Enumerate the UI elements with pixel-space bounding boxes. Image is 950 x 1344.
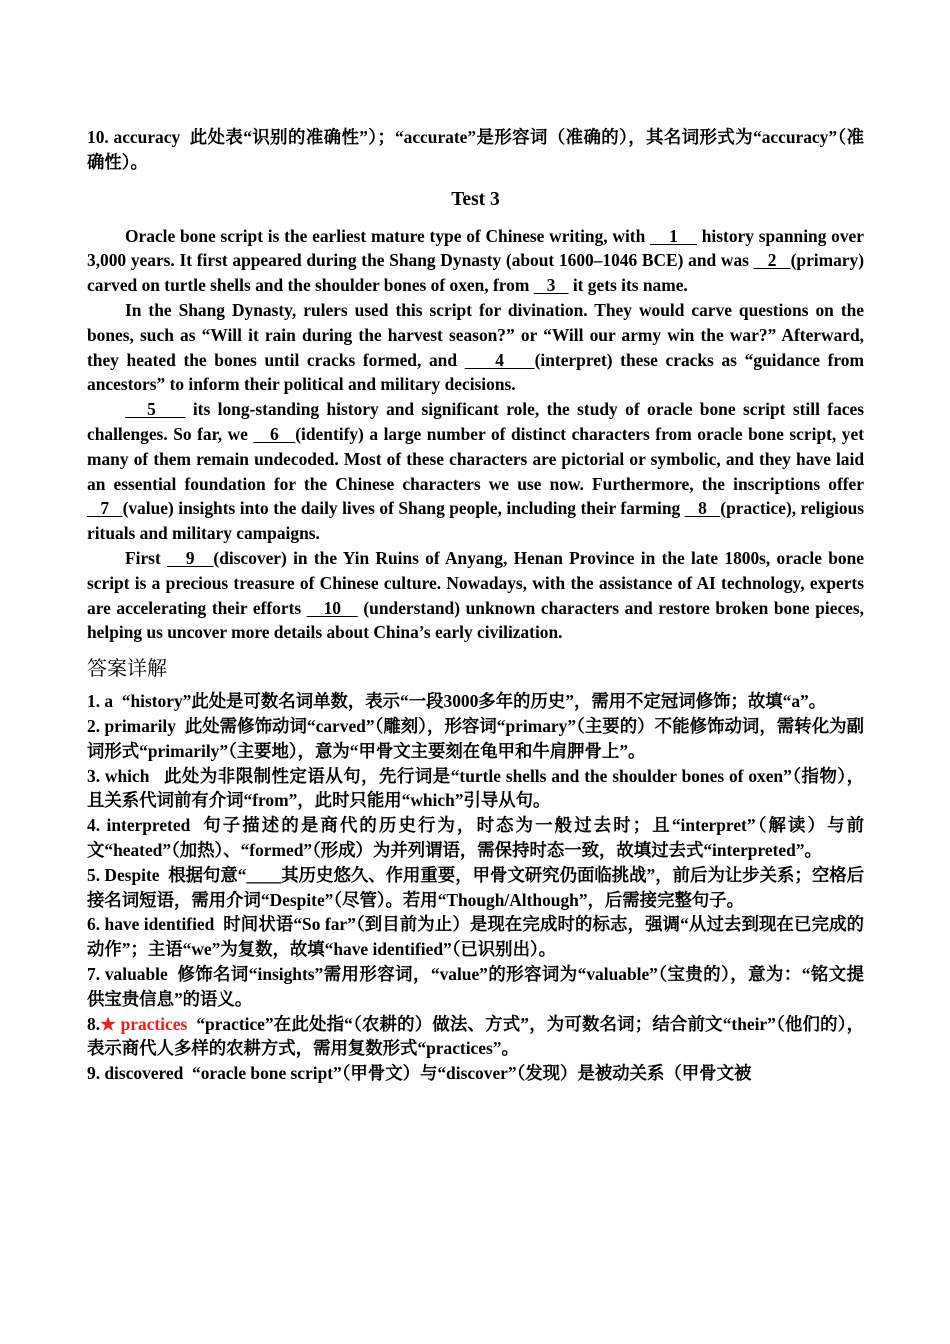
blank-2: 2 — [753, 250, 791, 271]
answer-lead: 3. which — [87, 765, 150, 786]
answer-lead: 10. accuracy — [87, 127, 181, 147]
answer-explanation: “practice”在此处指“（农耕的）做法、方式”，为可数名词；结合前文“their”（他们的），表示商代人多样的农耕方式，需用复数形式“practices”。 — [87, 1013, 864, 1059]
passage-text: (discover) in the Yin Ruins of Anyang, Henan Province in the late 1800s, oracle bone script is a precious treasure of Chinese culture. Nowadays, with the assistance of AI technology, experts are accelerating their efforts — [87, 547, 864, 618]
answers-heading: 答案详解 — [87, 656, 167, 681]
answer-lead: 1. a — [87, 691, 114, 712]
answer-item-6 — [87, 912, 864, 962]
answer-explanation: “history”此处是可数名词单数，表示“一段3000多年的历史”，需用不定冠词修饰；故填“a”。 — [121, 691, 827, 712]
answer-item-4 — [87, 813, 864, 863]
blank-5: 5 — [125, 399, 186, 420]
answer-explanation: 此处需修饰动词“carved”（雕刻），形容词“primary”（主要的）不能修饰动词，需转化为副词形式“primarily”（主要地），意为“甲骨文主要刻在龟甲和牛肩胛骨上”。 — [87, 715, 864, 761]
blank-1: 1 — [650, 225, 697, 246]
blank-9: 9 — [167, 547, 214, 568]
passage-text: (interpret) these cracks as “guidance from ancestors” to inform their political and military decisions. — [87, 349, 864, 395]
passage-text: (primary) carved on turtle shells and the shoulder bones of oxen, from — [87, 250, 865, 296]
answer-explanation: “oracle bone script”（甲骨文）与“discover”（发现）是被动关系（甲骨文被 — [192, 1063, 752, 1084]
passage-text: history spanning over 3,000 years. It first appeared during the Shang Dynasty (about 1600–1046 BCE) and was — [87, 225, 864, 271]
passage-text: First — [125, 547, 168, 568]
blank-6: 6 — [253, 423, 296, 444]
answer-item-1 — [87, 689, 864, 714]
answer-item-7 — [87, 962, 864, 1012]
answer-item-10 — [87, 125, 864, 175]
starred-answer: ★ practices — [100, 1013, 188, 1034]
answer-lead: 5. Despite — [87, 864, 160, 885]
answer-lead: 6. have identified — [87, 914, 215, 935]
answer-lead: 8. — [87, 1013, 101, 1034]
passage-text: In the Shang Dynasty, rulers used this script for divination. They would carve questions on the bones, such as “Will it rain during the harvest season?” or “Will our army win the war?” Afterward, they heated the bones until cracks formed, and — [87, 299, 864, 370]
blank-3: 3 — [533, 275, 569, 296]
passage-paragraph-4 — [87, 546, 864, 645]
answer-item-3 — [87, 764, 864, 814]
passage-paragraph-2 — [87, 298, 864, 397]
blank-10: 10 — [306, 597, 358, 618]
passage-text: (practice), religious rituals and military campaigns. — [87, 498, 865, 544]
passage-text: it gets its name. — [568, 275, 688, 296]
passage-paragraph-1 — [87, 224, 864, 298]
answer-explanation: 修饰名词“insights”需用形容词，“value”的形容词为“valuable”（宝贵的），意为：“铭文提供宝贵信息”的语义。 — [87, 963, 865, 1009]
test-title: Test 3 — [451, 188, 500, 210]
passage-text: (value) insights into the daily lives of Shang people, including their farming — [122, 498, 685, 519]
answer-lead: 9. discovered — [87, 1063, 184, 1084]
passage-paragraph-3 — [87, 397, 864, 546]
answer-item-2 — [87, 714, 864, 764]
passage-text: Oracle bone script is the earliest mature type of Chinese writing, with — [125, 225, 651, 246]
blank-8: 8 — [684, 498, 721, 519]
answer-explanation: 此处为非限制性定语从句，先行词是“turtle shells and the shoulder bones of oxen”（指物），且关系代词前有介词“from”，此时只能用“which”引导从句。 — [87, 765, 864, 811]
document-body — [87, 125, 864, 1086]
answer-lead: 4. interpreted — [87, 815, 191, 836]
passage-text: (understand) unknown characters and restore broken bone pieces, helping us uncover more details about China’s early civilization. — [87, 597, 864, 643]
answer-item-8 — [87, 1012, 864, 1062]
answer-explanation: 句子描述的是商代的历史行为，时态为一般过去时；且“interpret”（解读）与前文“heated”（加热）、“formed”（形成）为并列谓语，需保持时态一致，故填过去式“interpreted”。 — [87, 815, 864, 860]
answer-explanation: 时间状语“So far”（到目前为止）是现在完成时的标志，强调“从过去到现在已完成的动作”；主语“we”为复数，故填“have identified”（已识别出）。 — [87, 914, 864, 960]
answer-item-9 — [87, 1061, 864, 1086]
answer-explanation: 根据句意“____其历史悠久、作用重要，甲骨文研究仍面临挑战”，前后为让步关系；空格后接名词短语，需用介词“Despite”（尽管）。若用“Though/Although”，后需接完整句子。 — [87, 864, 865, 910]
answer-lead: 7. valuable — [87, 963, 168, 984]
answer-lead: 2. primarily — [87, 715, 176, 736]
blank-4: 4 — [464, 349, 535, 370]
answer-item-5 — [87, 863, 864, 913]
passage-text: its long-standing history and significant role, the study of oracle bone script still faces challenges. So far, we — [87, 399, 864, 444]
answer-explanation: 此处表“识别的准确性”）；“accurate”是形容词（准确的），其名词形式为“accuracy”（准确性）。 — [87, 127, 864, 172]
passage-text: (identify) a large number of distinct characters from oracle bone script, yet many of them remain undecoded. Most of these characters are pictorial or symbolic, and they have laid an essential foundation for the Chinese characters we use now. Furthermore, the inscriptions offer — [87, 423, 864, 494]
blank-7: 7 — [87, 498, 123, 519]
